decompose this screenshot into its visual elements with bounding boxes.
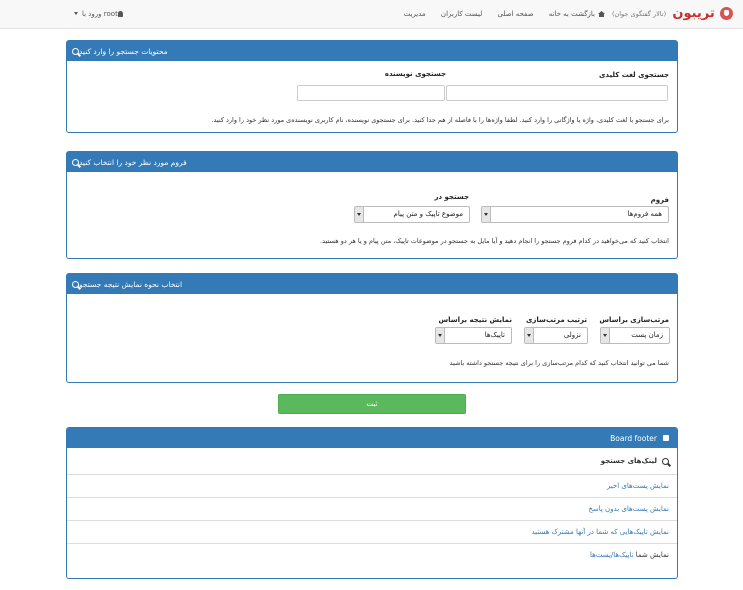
search-in-label: جستجو در	[434, 193, 469, 201]
brand-tagline: (تالار گفتگوی جوان)	[611, 9, 667, 18]
dropdown-arrow-icon	[436, 328, 445, 343]
search-in-select[interactable]: موضوع تاپیک و متن پیام	[354, 206, 470, 223]
list-item	[67, 498, 677, 521]
subscribed-topics-link[interactable]: نمایش تاپیک‌هایی که شما در آنها مشترک هستید	[531, 528, 669, 536]
caret-down-icon	[74, 12, 78, 15]
submit-button[interactable]: ثبت	[278, 394, 466, 414]
sort-order-select[interactable]: نزولی	[524, 327, 588, 344]
panel-heading	[67, 152, 677, 172]
search-icon	[72, 159, 79, 166]
dropdown-arrow-icon	[355, 207, 364, 222]
microphone-icon	[720, 7, 733, 20]
search-icon	[72, 281, 79, 288]
panel-heading	[67, 41, 677, 61]
search-terms-panel	[66, 40, 678, 133]
result-display-panel	[66, 273, 678, 383]
nav-menu	[391, 10, 605, 18]
dropdown-arrow-icon	[525, 328, 534, 343]
your-posts-prefix: نمایش شما	[635, 551, 669, 559]
edit-icon	[663, 435, 669, 441]
nav-item-admin[interactable]: مدیریت	[403, 10, 426, 18]
dropdown-arrow-icon	[482, 207, 491, 222]
forum-help-text: انتخاب کنید که می‌خواهید در کدام فروم جستجو را انجام دهید و آیا مایل به جستجو در موضوعات تاپیک، متن پیام و یا هر دو هستید.	[320, 237, 669, 245]
login-dropdown[interactable]	[74, 10, 127, 18]
nav-item-label: بازگشت به خانه	[548, 10, 595, 18]
search-links-heading	[67, 448, 677, 475]
keyword-label: جستجوی لغت کلیدی	[599, 71, 669, 79]
keyword-input[interactable]	[446, 85, 668, 101]
panel-title: فروم مورد نظر خود را انتخاب کنید	[79, 157, 187, 167]
panel-heading	[67, 428, 677, 448]
dropdown-arrow-icon	[601, 328, 610, 343]
top-navbar	[0, 0, 743, 29]
panel-title: محتویات جستجو را وارد کنید	[79, 46, 168, 56]
sort-order-label: ترتیب مرتب‌سازی	[525, 316, 587, 324]
panel-heading	[67, 274, 677, 294]
brand[interactable]	[612, 6, 733, 22]
list-item	[67, 475, 677, 498]
author-input[interactable]	[297, 85, 445, 101]
search-icon	[72, 48, 79, 55]
home-icon	[598, 11, 605, 17]
forum-label: فروم	[650, 196, 669, 204]
sort-by-label: مرتب‌سازی براساس	[599, 316, 669, 324]
author-label: جستجوی نویسنده	[384, 70, 446, 78]
display-by-select[interactable]: تاپیک‌ها	[435, 327, 512, 344]
your-posts-link[interactable]: تاپیک‌ها/پست‌ها	[590, 551, 634, 559]
list-item	[67, 521, 677, 544]
forum-select[interactable]: همه فروم‌ها	[481, 206, 669, 223]
board-footer-panel	[66, 427, 678, 579]
search-links-title: لینک‌های جستجو	[600, 457, 657, 465]
list-item	[67, 544, 677, 566]
forum-select-panel	[66, 151, 678, 259]
panel-title: انتخاب نحوه نمایش نتیجه جستجو	[79, 279, 183, 289]
unanswered-posts-link[interactable]: نمایش پست‌های بدون پاسخ	[588, 505, 669, 513]
user-icon	[118, 11, 123, 17]
search-help-text: برای جستجو با لغت کلیدی، واژه یا واژگانی را وارد کنید. لطفا واژه‌ها را با فاصله از هم جدا کنید. برای جستجوی نویسنده، نام کاربری نویسنده‌ی مورد نظر خود را وارد کنید.	[211, 116, 669, 124]
display-by-label: نمایش نتیجه براساس	[438, 316, 512, 324]
sort-by-select[interactable]: زمان پست	[600, 327, 670, 344]
login-label: ورود با root	[82, 10, 118, 18]
panel-title: Board footer	[610, 433, 657, 443]
brand-name: تریبون	[672, 6, 715, 21]
recent-posts-link[interactable]: نمایش پست‌های اخیر	[606, 482, 669, 490]
nav-item-user-list[interactable]: لیست کاربران	[440, 10, 483, 18]
sort-help-text: شما می توانید انتخاب کنید که کدام مرتب‌سازی را برای نتیجه جستجو داشته باشید	[449, 359, 669, 367]
nav-item-back-home[interactable]	[549, 10, 605, 18]
nav-item-main-page[interactable]: صفحه اصلی	[497, 10, 534, 18]
search-icon	[662, 458, 669, 465]
